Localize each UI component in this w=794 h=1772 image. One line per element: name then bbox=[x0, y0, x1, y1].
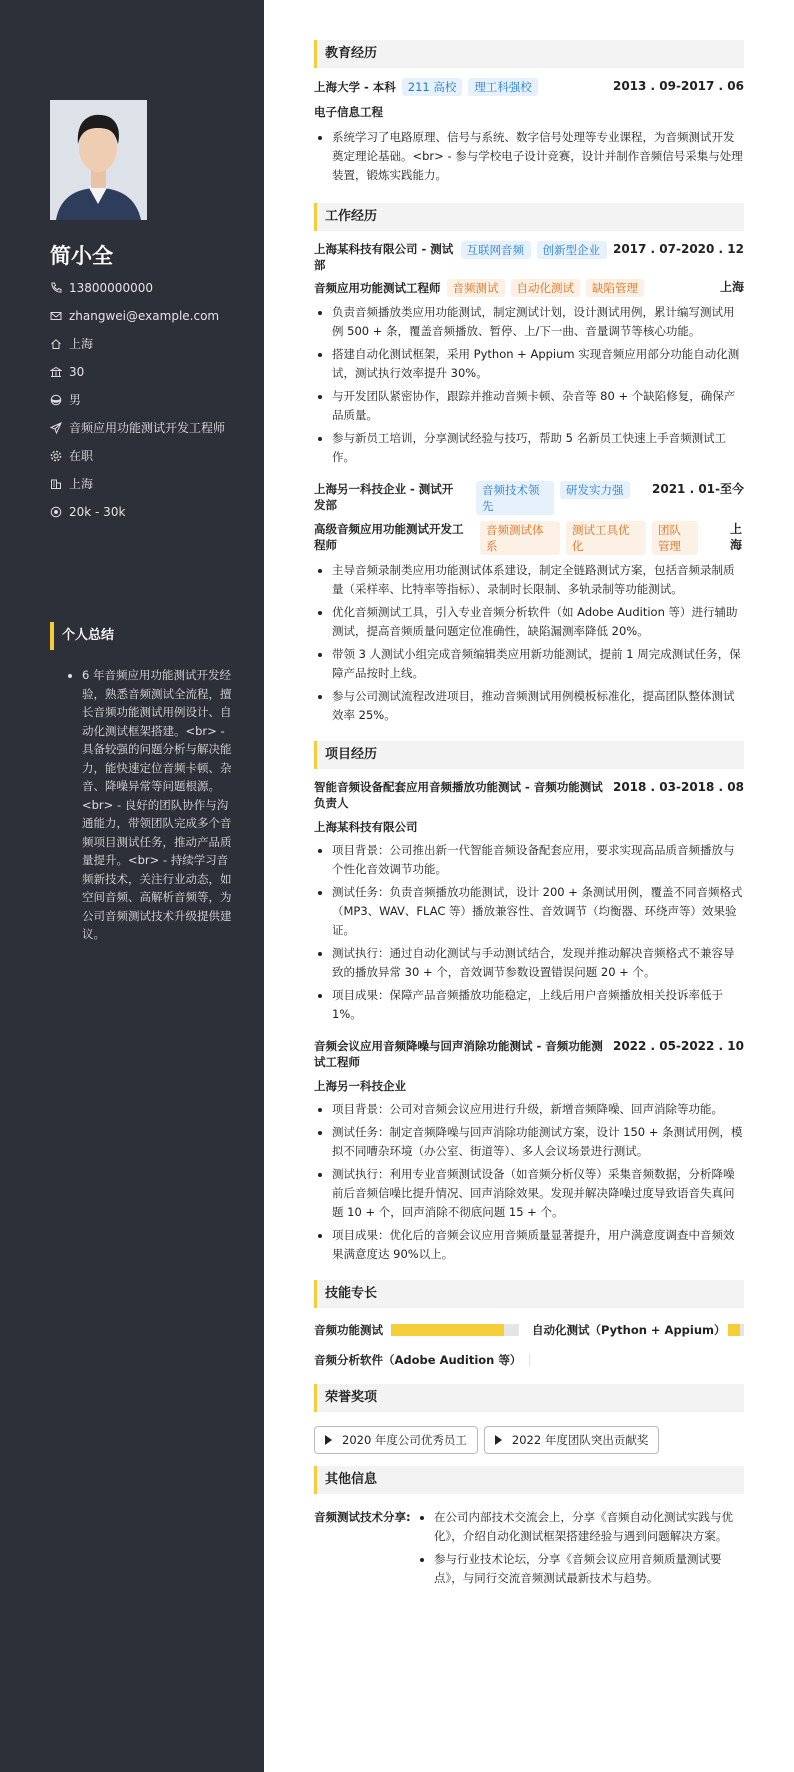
education-row bbox=[314, 78, 744, 96]
school-tag: 理工科强校 bbox=[468, 78, 538, 96]
age-icon bbox=[50, 366, 62, 378]
job-date: 2021 . 01-至今 bbox=[652, 482, 744, 496]
education-date: 2013 . 09-2017 . 06 bbox=[612, 79, 744, 93]
role-tag: 缺陷管理 bbox=[586, 279, 644, 297]
project-name: 音频会议应用音频降噪与回声消除功能测试 - 音频功能测试工程师 bbox=[314, 1039, 603, 1069]
list-item: • 参与行业技术论坛，分享《音频会议应用音频质量测试要点》，与同行交流音频测试最新技术与趋势。 bbox=[434, 1550, 744, 1588]
education-major: 电子信息工程 bbox=[314, 105, 383, 119]
info-status bbox=[50, 448, 250, 464]
honors-list bbox=[314, 1426, 744, 1454]
sidebar bbox=[0, 0, 264, 1772]
job-role: 高级音频应用功能测试开发工程师 bbox=[314, 522, 464, 552]
main-content bbox=[314, 40, 744, 1592]
skill-bar-fill bbox=[391, 1324, 504, 1336]
avatar bbox=[50, 100, 147, 220]
info-phone bbox=[50, 280, 250, 296]
skill-item bbox=[314, 1322, 532, 1338]
mail-icon bbox=[50, 310, 62, 322]
job-role-row bbox=[314, 279, 744, 297]
home-icon bbox=[50, 338, 62, 350]
job-bullets bbox=[332, 561, 744, 725]
job-company: 上海某科技有限公司 - 测试部 bbox=[314, 242, 454, 272]
skills-heading: 技能专长 bbox=[314, 1280, 744, 1308]
role-tag: 测试工具优化 bbox=[566, 521, 646, 555]
list-item: • 参与新员工培训，分享测试经验与技巧，帮助 5 名新员工快速上手音频测试工作。 bbox=[332, 429, 744, 467]
list-item: • 项目成果：优化后的音频会议应用音频质量显著提升，用户满意度调查中音频效果满意度达 90%以上。 bbox=[332, 1226, 744, 1264]
info-job bbox=[50, 420, 250, 436]
summary-heading: 个人总结 bbox=[50, 622, 114, 650]
other-row bbox=[314, 1508, 744, 1592]
job-role-row bbox=[314, 521, 744, 555]
play-icon bbox=[495, 1435, 502, 1445]
city-icon bbox=[50, 478, 62, 490]
other-bullets bbox=[434, 1508, 744, 1592]
status-icon bbox=[50, 450, 62, 462]
list-item: • 测试执行：利用专业音频测试设备（如音频分析仪等）采集音频数据，分析降噪前后音频信噪比提升情况、回声消除效果。发现并解决降噪过度导致语音失真问题 10 + 个，回声消除不彻底问题 15 + 个。 bbox=[332, 1165, 744, 1222]
project-date: 2022 . 05-2022 . 10 bbox=[612, 1039, 744, 1053]
project-row bbox=[314, 779, 744, 811]
info-text: 30 bbox=[69, 365, 85, 379]
job-row bbox=[314, 481, 744, 515]
info-location bbox=[50, 336, 250, 352]
info-city bbox=[50, 476, 250, 492]
work-heading: 工作经历 bbox=[314, 203, 744, 231]
job-tag: 音频技术领先 bbox=[476, 481, 554, 515]
info-text: 音频应用功能测试开发工程师 bbox=[69, 421, 226, 435]
skill-bar-fill bbox=[728, 1324, 740, 1336]
role-tag: 音频测试 bbox=[447, 279, 505, 297]
role-tag: 音频测试体系 bbox=[480, 521, 560, 555]
skill-bar bbox=[529, 1354, 530, 1366]
project-row bbox=[314, 1038, 744, 1070]
education-heading: 教育经历 bbox=[314, 40, 744, 68]
info-text: zhangwei@example.com bbox=[69, 309, 220, 323]
list-item: • 项目背景：公司对音频会议应用进行升级，新增音频降噪、回声消除等功能。 bbox=[332, 1100, 744, 1119]
award-label: 2020 年度公司优秀员工 bbox=[342, 1433, 467, 1447]
honors-heading: 荣誉奖项 bbox=[314, 1384, 744, 1412]
school-tag: 211 高校 bbox=[402, 78, 463, 96]
project-bullets bbox=[332, 1100, 744, 1264]
list-item: • 负责音频播放类应用功能测试，制定测试计划，设计测试用例，累计编写测试用例 500 + 条，覆盖音频播放、暂停、上/下一曲、音量调节等核心功能。 bbox=[332, 303, 744, 341]
list-item: • 项目背景：公司推出新一代智能音频设备配套应用，要求实现高品质音频播放与个性化音效调节功能。 bbox=[332, 841, 744, 879]
skill-item bbox=[314, 1352, 530, 1368]
info-text: 20k - 30k bbox=[69, 505, 126, 519]
phone-icon bbox=[50, 282, 62, 294]
list-item: • 与开发团队紧密协作，跟踪并推动音频卡顿、杂音等 80 + 个缺陷修复，确保产品质量。 bbox=[332, 387, 744, 425]
summary-item: • 6 年音频应用功能测试开发经验，熟悉音频测试全流程，擅长音频功能测试用例设计、自动化测试框架搭建。<br> - 具备较强的问题分析与解决能力，能快速定位音频卡顿、杂音、降噪异常等问题根源。<br> - 良好的团队协作与沟通能力，带领团队完成多个音频项目测试任务，推动产品质量提升。<br> - 持续学习音频新技术，关注行业动态，如空间音频、高解析音频等，为公司音频测试技术升级提供建议。 bbox=[82, 666, 236, 944]
list-item: • 主导音频录制类应用功能测试体系建设，制定全链路测试方案，包括音频录制质量（采样率、比特率等指标）、录制时长限制、多轨录制等功能测试。 bbox=[332, 561, 744, 599]
award-badge bbox=[314, 1426, 478, 1454]
other-heading: 其他信息 bbox=[314, 1466, 744, 1494]
job-city: 上海 bbox=[730, 522, 743, 552]
job-bullets bbox=[332, 303, 744, 467]
skill-name: 自动化测试（Python + Appium） bbox=[532, 1323, 726, 1337]
list-item: • 参与公司测试流程改进项目，推动音频测试用例模板标准化，提高团队整体测试效率 25%。 bbox=[332, 687, 744, 725]
info-salary bbox=[50, 504, 250, 520]
list-item: • 搭建自动化测试框架，采用 Python + Appium 实现音频应用部分功能自动化测试，测试执行效率提升 30%。 bbox=[332, 345, 744, 383]
job-row bbox=[314, 241, 744, 273]
skill-name: 音频分析软件（Adobe Audition 等） bbox=[314, 1353, 522, 1367]
info-age bbox=[50, 364, 250, 380]
summary-text bbox=[66, 666, 236, 944]
list-item: • 带领 3 人测试小组完成音频编辑类应用新功能测试，提前 1 周完成测试任务，保障产品按时上线。 bbox=[332, 645, 744, 683]
education-bullets bbox=[332, 128, 744, 185]
job-tag: 创新型企业 bbox=[537, 241, 607, 259]
info-email bbox=[50, 308, 250, 324]
list-item: • 系统学习了电路原理、信号与系统、数字信号处理等专业课程，为音频测试开发奠定理论基础。<br> - 参与学校电子设计竞赛，设计并制作音频信号采集与处理装置，锻炼实践能力。 bbox=[332, 128, 744, 185]
info-text: 13800000000 bbox=[69, 281, 153, 295]
job-tag: 研发实力强 bbox=[560, 481, 630, 499]
info-text: 上海 bbox=[69, 337, 94, 351]
skill-item bbox=[532, 1322, 744, 1338]
project-company: 上海另一科技企业 bbox=[314, 1079, 406, 1093]
info-gender bbox=[50, 392, 250, 408]
job-date: 2017 . 07-2020 . 12 bbox=[612, 242, 744, 256]
list-item: • 优化音频测试工具，引入专业音频分析软件（如 Adobe Audition 等）进行辅助测试，提高音频质量问题定位准确性，缺陷漏测率降低 20%。 bbox=[332, 603, 744, 641]
list-item: • 测试任务：制定音频降噪与回声消除功能测试方案，设计 150 + 条测试用例，模拟不同嘈杂环境（办公室、街道等）、多人会议场景进行测试。 bbox=[332, 1123, 744, 1161]
play-icon bbox=[325, 1435, 332, 1445]
info-text: 上海 bbox=[69, 477, 94, 491]
profile-info-list bbox=[50, 280, 250, 532]
projects-heading: 项目经历 bbox=[314, 741, 744, 769]
job-city: 上海 bbox=[719, 280, 744, 294]
gender-icon bbox=[50, 394, 62, 406]
info-text: 男 bbox=[69, 393, 82, 407]
list-item: • 测试执行：通过自动化测试与手动测试结合，发现并推动解决音频格式不兼容导致的播放异常 30 + 个，音效调节参数设置错误问题 20 + 个。 bbox=[332, 944, 744, 982]
salary-icon bbox=[50, 506, 62, 518]
award-label: 2022 年度团队突出贡献奖 bbox=[511, 1433, 649, 1447]
job-tag: 互联网音频 bbox=[461, 241, 531, 259]
list-item: • 项目成果：保障产品音频播放功能稳定，上线后用户音频播放相关投诉率低于 1%。 bbox=[332, 986, 744, 1024]
skill-bar bbox=[391, 1324, 519, 1336]
project-bullets bbox=[332, 841, 744, 1024]
job-company: 上海另一科技企业 - 测试开发部 bbox=[314, 482, 454, 512]
profile-name: 简小全 bbox=[50, 244, 113, 268]
award-badge bbox=[484, 1426, 659, 1454]
role-tag: 团队管理 bbox=[652, 521, 698, 555]
list-item: • 测试任务：负责音频播放功能测试，设计 200 + 条测试用例，覆盖不同音频格式（MP3、WAV、FLAC 等）播放兼容性、音效调节（均衡器、环绕声等）效果验证。 bbox=[332, 883, 744, 940]
job-role: 音频应用功能测试工程师 bbox=[314, 281, 441, 295]
role-tag: 自动化测试 bbox=[511, 279, 581, 297]
skill-name: 音频功能测试 bbox=[314, 1323, 383, 1337]
project-name: 智能音频设备配套应用音频播放功能测试 - 音频功能测试负责人 bbox=[314, 780, 603, 810]
school-name: 上海大学 - 本科 bbox=[314, 80, 396, 94]
project-company: 上海某科技有限公司 bbox=[314, 820, 418, 834]
list-item: • 在公司内部技术交流会上，分享《音频自动化测试实践与优化》，介绍自动化测试框架搭建经验与遇到问题解决方案。 bbox=[434, 1508, 744, 1546]
skills-list bbox=[314, 1322, 744, 1382]
info-text: 在职 bbox=[69, 449, 94, 463]
skill-bar bbox=[728, 1324, 744, 1336]
project-date: 2018 . 03-2018 . 08 bbox=[612, 780, 744, 794]
other-label: 音频测试技术分享: bbox=[314, 1510, 411, 1524]
send-icon bbox=[50, 422, 62, 434]
